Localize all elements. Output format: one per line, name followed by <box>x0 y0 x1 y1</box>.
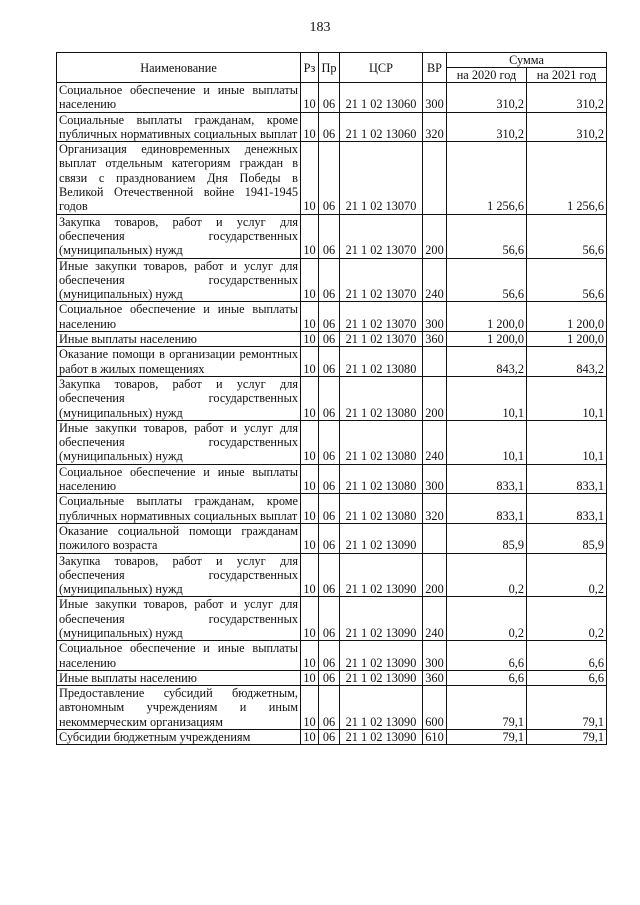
cell-sum-2021: 79,1 <box>527 730 607 745</box>
cell-csr: 21 1 02 13070 <box>340 302 423 332</box>
cell-vr: 240 <box>423 597 447 641</box>
cell-pr: 06 <box>319 597 340 641</box>
cell-sum-2021: 833,1 <box>527 494 607 524</box>
header-sum: Сумма <box>447 53 607 68</box>
cell-rz: 10 <box>301 142 319 214</box>
cell-pr: 06 <box>319 112 340 142</box>
header-name: Наименование <box>57 53 301 83</box>
cell-pr: 06 <box>319 523 340 553</box>
budget-table <box>56 52 607 745</box>
table-body <box>57 83 607 745</box>
table-row <box>57 553 607 597</box>
cell-sum-2021: 833,1 <box>527 464 607 494</box>
cell-sum-2020: 833,1 <box>447 464 527 494</box>
cell-pr: 06 <box>319 347 340 377</box>
cell-sum-2021: 310,2 <box>527 83 607 113</box>
cell-name: Закупка товаров, работ и услуг для обеспечения государственных (муниципальных) нужд <box>57 553 301 597</box>
cell-vr <box>423 523 447 553</box>
cell-vr: 360 <box>423 332 447 347</box>
cell-sum-2020: 1 200,0 <box>447 302 527 332</box>
table-row <box>57 347 607 377</box>
cell-csr: 21 1 02 13070 <box>340 142 423 214</box>
cell-vr: 300 <box>423 464 447 494</box>
cell-name: Оказание социальной помощи гражданам пожилого возраста <box>57 523 301 553</box>
cell-rz: 10 <box>301 258 319 302</box>
header-pr: Пр <box>319 53 340 83</box>
cell-sum-2021: 1 200,0 <box>527 302 607 332</box>
cell-pr: 06 <box>319 641 340 671</box>
table-row <box>57 730 607 745</box>
header-csr: ЦСР <box>340 53 423 83</box>
cell-sum-2020: 10,1 <box>447 420 527 464</box>
cell-sum-2021: 1 200,0 <box>527 332 607 347</box>
cell-sum-2020: 843,2 <box>447 347 527 377</box>
cell-sum-2020: 56,6 <box>447 258 527 302</box>
cell-sum-2020: 1 256,6 <box>447 142 527 214</box>
table-row <box>57 494 607 524</box>
cell-name: Социальное обеспечение и иные выплаты населению <box>57 641 301 671</box>
cell-pr: 06 <box>319 494 340 524</box>
cell-vr: 300 <box>423 302 447 332</box>
cell-rz: 10 <box>301 597 319 641</box>
cell-vr: 200 <box>423 553 447 597</box>
cell-csr: 21 1 02 13080 <box>340 494 423 524</box>
cell-csr: 21 1 02 13070 <box>340 332 423 347</box>
cell-vr: 300 <box>423 641 447 671</box>
table-row <box>57 686 607 730</box>
cell-pr: 06 <box>319 686 340 730</box>
cell-sum-2020: 310,2 <box>447 83 527 113</box>
cell-rz: 10 <box>301 730 319 745</box>
cell-csr: 21 1 02 13090 <box>340 670 423 685</box>
cell-rz: 10 <box>301 641 319 671</box>
cell-name: Предоставление субсидий бюджетным, автономным учреждениям и иным некоммерческим организациям <box>57 686 301 730</box>
cell-sum-2021: 1 256,6 <box>527 142 607 214</box>
cell-name: Социальное обеспечение и иные выплаты населению <box>57 464 301 494</box>
cell-pr: 06 <box>319 83 340 113</box>
cell-pr: 06 <box>319 302 340 332</box>
cell-rz: 10 <box>301 494 319 524</box>
cell-name: Иные закупки товаров, работ и услуг для обеспечения государственных (муниципальных) нужд <box>57 420 301 464</box>
cell-rz: 10 <box>301 670 319 685</box>
cell-vr: 240 <box>423 258 447 302</box>
cell-csr: 21 1 02 13060 <box>340 112 423 142</box>
cell-csr: 21 1 02 13080 <box>340 376 423 420</box>
table-row <box>57 376 607 420</box>
cell-csr: 21 1 02 13080 <box>340 420 423 464</box>
cell-name: Иные выплаты населению <box>57 670 301 685</box>
cell-name: Оказание помощи в организации ремонтных работ в жилых помещениях <box>57 347 301 377</box>
cell-rz: 10 <box>301 302 319 332</box>
cell-csr: 21 1 02 13080 <box>340 464 423 494</box>
header-rz: Рз <box>301 53 319 83</box>
cell-vr: 600 <box>423 686 447 730</box>
cell-sum-2020: 833,1 <box>447 494 527 524</box>
cell-name: Организация единовременных денежных выплат отдельным категориям граждан в связи с празднованием Дня Победы в Великой Отечественной войне 1941-1945 годов <box>57 142 301 214</box>
cell-pr: 06 <box>319 214 340 258</box>
cell-sum-2020: 56,6 <box>447 214 527 258</box>
cell-sum-2021: 56,6 <box>527 258 607 302</box>
cell-vr: 240 <box>423 420 447 464</box>
header-year-2021: на 2021 год <box>527 68 607 83</box>
table-row <box>57 83 607 113</box>
cell-sum-2021: 6,6 <box>527 670 607 685</box>
cell-name: Иные закупки товаров, работ и услуг для обеспечения государственных (муниципальных) нужд <box>57 258 301 302</box>
cell-sum-2021: 56,6 <box>527 214 607 258</box>
cell-name: Иные закупки товаров, работ и услуг для обеспечения государственных (муниципальных) нужд <box>57 597 301 641</box>
cell-pr: 06 <box>319 376 340 420</box>
cell-csr: 21 1 02 13090 <box>340 597 423 641</box>
cell-vr <box>423 347 447 377</box>
cell-csr: 21 1 02 13080 <box>340 347 423 377</box>
cell-rz: 10 <box>301 523 319 553</box>
cell-pr: 06 <box>319 730 340 745</box>
cell-vr: 610 <box>423 730 447 745</box>
page-number: 183 <box>309 20 331 35</box>
cell-rz: 10 <box>301 347 319 377</box>
cell-rz: 10 <box>301 214 319 258</box>
cell-rz: 10 <box>301 420 319 464</box>
cell-vr: 320 <box>423 494 447 524</box>
cell-name: Закупка товаров, работ и услуг для обеспечения государственных (муниципальных) нужд <box>57 214 301 258</box>
cell-csr: 21 1 02 13090 <box>340 686 423 730</box>
table-row <box>57 302 607 332</box>
cell-csr: 21 1 02 13090 <box>340 553 423 597</box>
table-row <box>57 523 607 553</box>
cell-sum-2021: 0,2 <box>527 597 607 641</box>
cell-name: Субсидии бюджетным учреждениям <box>57 730 301 745</box>
cell-pr: 06 <box>319 464 340 494</box>
table-row <box>57 420 607 464</box>
cell-sum-2021: 10,1 <box>527 376 607 420</box>
cell-sum-2020: 6,6 <box>447 670 527 685</box>
cell-rz: 10 <box>301 464 319 494</box>
cell-sum-2020: 6,6 <box>447 641 527 671</box>
cell-name: Социальные выплаты гражданам, кроме публичных нормативных социальных выплат <box>57 494 301 524</box>
cell-rz: 10 <box>301 332 319 347</box>
cell-pr: 06 <box>319 332 340 347</box>
cell-sum-2020: 0,2 <box>447 597 527 641</box>
cell-csr: 21 1 02 13090 <box>340 523 423 553</box>
cell-rz: 10 <box>301 112 319 142</box>
cell-csr: 21 1 02 13090 <box>340 730 423 745</box>
cell-rz: 10 <box>301 83 319 113</box>
cell-csr: 21 1 02 13070 <box>340 214 423 258</box>
cell-rz: 10 <box>301 686 319 730</box>
cell-sum-2021: 0,2 <box>527 553 607 597</box>
cell-sum-2020: 310,2 <box>447 112 527 142</box>
cell-sum-2020: 85,9 <box>447 523 527 553</box>
cell-sum-2020: 0,2 <box>447 553 527 597</box>
cell-vr: 200 <box>423 214 447 258</box>
cell-name: Социальное обеспечение и иные выплаты населению <box>57 83 301 113</box>
table-row <box>57 214 607 258</box>
cell-rz: 10 <box>301 553 319 597</box>
cell-vr: 200 <box>423 376 447 420</box>
cell-sum-2020: 10,1 <box>447 376 527 420</box>
table-row <box>57 332 607 347</box>
cell-vr: 300 <box>423 83 447 113</box>
cell-rz: 10 <box>301 376 319 420</box>
cell-name: Социальное обеспечение и иные выплаты населению <box>57 302 301 332</box>
cell-sum-2020: 79,1 <box>447 686 527 730</box>
cell-vr: 360 <box>423 670 447 685</box>
cell-sum-2020: 79,1 <box>447 730 527 745</box>
header-vr: ВР <box>423 53 447 83</box>
cell-pr: 06 <box>319 670 340 685</box>
cell-name: Социальные выплаты гражданам, кроме публичных нормативных социальных выплат <box>57 112 301 142</box>
table-row <box>57 258 607 302</box>
cell-csr: 21 1 02 13070 <box>340 258 423 302</box>
cell-csr: 21 1 02 13090 <box>340 641 423 671</box>
table-row <box>57 597 607 641</box>
cell-sum-2020: 1 200,0 <box>447 332 527 347</box>
cell-pr: 06 <box>319 142 340 214</box>
cell-pr: 06 <box>319 420 340 464</box>
table-header <box>57 53 607 83</box>
cell-name: Иные выплаты населению <box>57 332 301 347</box>
table-row <box>57 112 607 142</box>
header-year-2020: на 2020 год <box>447 68 527 83</box>
cell-sum-2021: 843,2 <box>527 347 607 377</box>
cell-sum-2021: 79,1 <box>527 686 607 730</box>
cell-sum-2021: 6,6 <box>527 641 607 671</box>
cell-pr: 06 <box>319 258 340 302</box>
cell-sum-2021: 85,9 <box>527 523 607 553</box>
cell-csr: 21 1 02 13060 <box>340 83 423 113</box>
cell-vr: 320 <box>423 112 447 142</box>
cell-pr: 06 <box>319 553 340 597</box>
cell-vr <box>423 142 447 214</box>
table-row <box>57 641 607 671</box>
cell-name: Закупка товаров, работ и услуг для обеспечения государственных (муниципальных) нужд <box>57 376 301 420</box>
cell-sum-2021: 10,1 <box>527 420 607 464</box>
table-row <box>57 670 607 685</box>
table-row <box>57 464 607 494</box>
table-row <box>57 142 607 214</box>
cell-sum-2021: 310,2 <box>527 112 607 142</box>
